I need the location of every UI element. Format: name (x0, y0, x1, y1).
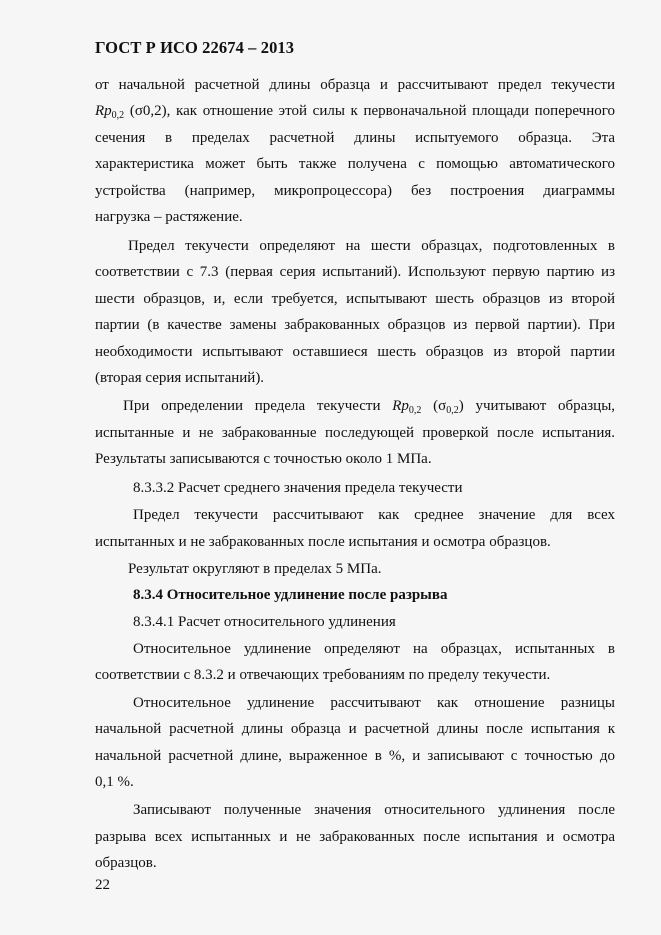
text-line: соответствии с 7.3 (первая серия испытаний). Используют первую партию из (95, 264, 615, 280)
text-line: (вторая серия испытаний). (95, 370, 265, 386)
document-header: ГОСТ Р ИСО 22674 – 2013 (95, 38, 295, 57)
text-line: образцов. (95, 855, 157, 871)
text-line: Результат округляют в пределах 5 МПа. (128, 561, 382, 577)
text-line: Относительное удлинение рассчитывают как отношение разницы (133, 695, 615, 711)
text-line: Относительное удлинение определяют на образцах, испытанных в (133, 641, 615, 657)
text-line: шести образцов, и, если требуется, испытывают шесть образцов из второй (95, 291, 615, 307)
text-line: начальной расчетной длины образца и расчетной длины после испытания к (95, 721, 615, 737)
text-line: сечения в пределах расчетной длины испытуемого образца. Эта (95, 130, 615, 146)
text-line: соответствии с 8.3.2 и отвечающих требованиям по пределу текучести. (95, 667, 551, 683)
text-line (95, 102, 615, 120)
text-line: 0,1 %. (95, 774, 134, 790)
text-line: от начальной расчетной длины образца и рассчитывают предел текучести (95, 77, 615, 93)
text-line: партии (в качестве замены забракованных образцов из первой партии). При (95, 317, 615, 333)
symbol-rp: Rp (95, 103, 112, 119)
text-line (123, 397, 615, 415)
text-line: устройства (например, микропроцессора) без построения диаграммы (95, 183, 615, 199)
text-line: Записывают полученные значения относительного удлинения после (133, 802, 615, 818)
symbol-rp-sub: 0,2 (408, 405, 422, 416)
section-heading: 8.3.4.1 Расчет относительного удлинения (133, 614, 396, 630)
page-number: 22 (95, 877, 110, 893)
section-heading-bold: 8.3.4 Относительное удлинение после разрыва (133, 587, 448, 603)
text-line: начальной расчетной длине, выраженное в %, и записывают с точностью до (95, 748, 615, 764)
text-line: испытанные и не забракованные последующей проверкой после испытания. (95, 425, 615, 441)
text-fragment: учитывают образцы, (475, 398, 616, 414)
text-line: Предел текучести рассчитывают как среднее значение для всех (133, 507, 615, 523)
text-line: разрыва всех испытанных и не забракованных после испытания и осмотра (95, 829, 615, 845)
text-line: характеристика может быть также получена с помощью автоматического (95, 156, 615, 172)
text-line: Предел текучести определяют на шести образцах, подготовленных в (128, 238, 615, 254)
text-fragment: (σ0,2), как отношение этой силы к первоначальной площади поперечного (129, 103, 616, 119)
text-line: Результаты записываются с точностью около 1 МПа. (95, 451, 432, 467)
text-line: нагрузка – растяжение. (95, 209, 243, 225)
symbol-rp: Rp (392, 398, 409, 414)
symbol-rp-sub: 0,2 (111, 110, 125, 121)
symbol-sigma: $(\sigma_{0,2})$ (433, 398, 464, 416)
text-fragment: При определении предела текучести (123, 398, 381, 414)
text-line: испытанных и не забракованных после испытания и осмотра образцов. (95, 534, 551, 550)
section-heading: 8.3.3.2 Расчет среднего значения предела текучести (133, 480, 463, 496)
text-line: необходимости испытывают оставшиеся шесть образцов из второй партии (95, 344, 615, 360)
